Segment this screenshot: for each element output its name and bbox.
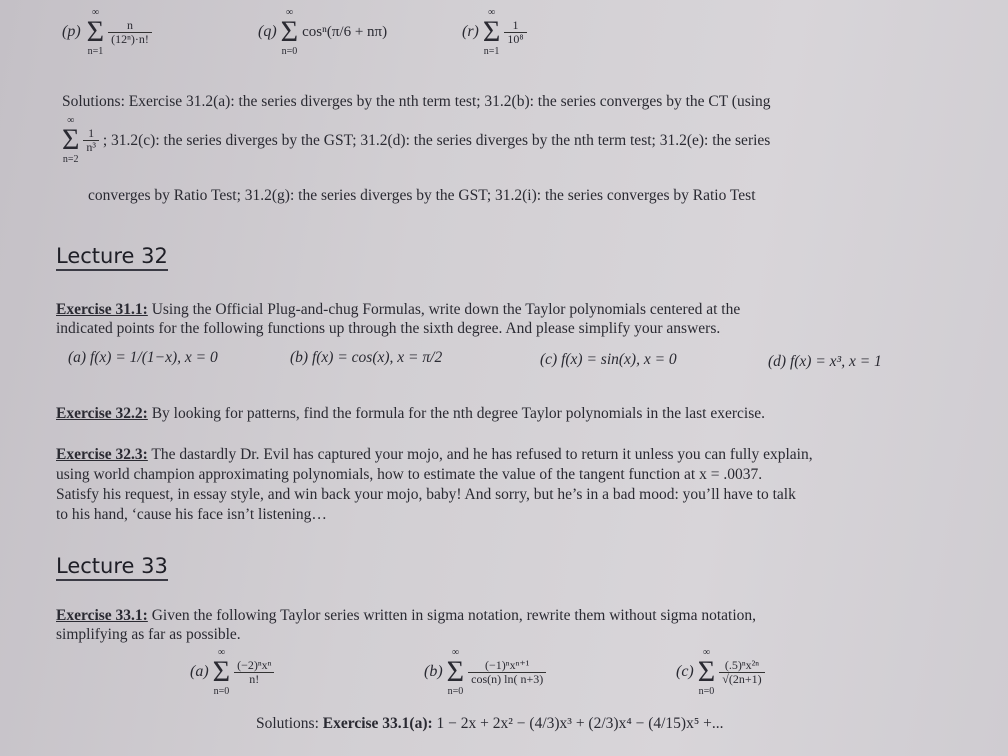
solutions-31-fraction: $\frac{1}{\text{n³}}$ <box>83 127 99 154</box>
exercise-31-1 <box>56 300 740 319</box>
solutions-33-label: Solutions: <box>256 715 323 732</box>
exercise-33-1-label: Exercise 33.1: <box>56 607 148 624</box>
series-p <box>62 8 152 57</box>
series-r <box>462 8 527 57</box>
series-p-fraction: $\frac{n}{\text{(12ⁿ)·n!}}$ <box>108 19 152 46</box>
series-33-b-fraction: $\frac{\text{(−1)ⁿxⁿ⁺¹}}{\cos(n) \ln( n+3)}$ <box>468 659 546 686</box>
series-33-a <box>190 648 274 697</box>
sigma-symbol: ∞ Σ n=2 <box>62 115 80 165</box>
series-33-c-label: (c) <box>676 663 694 681</box>
series-q-label: (q) <box>258 23 277 41</box>
solutions-33-expression: 1 − 2x + 2x² − (4/3)x³ + (2/3)x⁴ − (4/15)x⁵ +... <box>436 715 724 732</box>
solutions-33 <box>256 714 724 733</box>
series-33-b-label: (b) <box>424 663 443 681</box>
exercise-32-3-line1: The dastardly Dr. Evil has captured your mojo, and he has refused to return it unless you can fully explain, <box>147 446 813 463</box>
item-c: (c) f(x) = sin(x), x = 0 <box>540 351 677 368</box>
series-q <box>258 8 387 57</box>
sigma-symbol: ∞ Σ n=1 <box>86 7 105 57</box>
exercise-31-1-text: Using the Official Plug-and-chug Formulas, write down the Taylor polynomials centered at the <box>147 301 741 318</box>
exercise-31-1-line2: indicated points for the following functions up through the sixth degree. And please simplify your answers. <box>56 320 721 337</box>
sigma-symbol: ∞ Σ n=0 <box>212 647 231 697</box>
series-r-label: (r) <box>462 23 479 41</box>
solutions-31-line2: ; 31.2(c): the series diverges by the GST; 31.2(d): the series diverges by the nth term test; 31.2(e): the series <box>102 132 771 149</box>
exercise-32-2 <box>56 404 765 423</box>
exercise-33-1 <box>56 606 756 625</box>
exercise-32-2-text: By looking for patterns, find the formula for the nth degree Taylor polynomials in the last exercise. <box>147 405 766 422</box>
item-b: (b) f(x) = cos(x), x = π/2 <box>290 349 443 366</box>
exercise-32-2-label: Exercise 32.2: <box>56 405 148 422</box>
solutions-31-line1: Solutions: Exercise 31.2(a): the series diverges by the nth term test; 31.2(b): the series converges by the CT (using <box>62 93 771 110</box>
series-r-fraction: $\frac{1}{\text{10⁸}}$ <box>504 19 526 46</box>
series-33-a-fraction: $\frac{\text{(−2)ⁿxⁿ}}{n!}$ <box>234 659 274 686</box>
exercise-31-1-label: Exercise 31.1: <box>56 301 148 318</box>
series-p-label: (p) <box>62 23 81 41</box>
sigma-symbol: ∞ Σ n=0 <box>446 647 465 697</box>
exercise-32-3-line3: Satisfy his request, in essay style, and win back your mojo, baby! And sorry, but he’s in a bad mood: you’ll have to talk <box>56 486 796 503</box>
series-q-term: cosⁿ(π/6 + nπ) <box>302 24 388 40</box>
lecture-32-heading: Lecture 32 <box>56 244 168 271</box>
sigma-symbol: ∞ Σ n=1 <box>482 7 501 57</box>
series-33-c-fraction: $\frac{\text{(.5)ⁿx²ⁿ}}{√(2n+1)}$ <box>719 659 764 686</box>
solutions-33-exercise: Exercise 33.1(a): <box>322 715 437 732</box>
exercise-32-3-line4: to his hand, ‘cause his face isn’t listening… <box>56 506 327 523</box>
exercise-32-3-label: Exercise 32.3: <box>56 446 148 463</box>
exercise-32-3-line2: using world champion approximating polynomials, how to estimate the value of the tangent function at x = .0037. <box>56 466 763 483</box>
sigma-symbol: ∞ Σ n=0 <box>280 7 299 57</box>
item-d: (d) f(x) = x³, x = 1 <box>768 353 882 370</box>
item-a: (a) f(x) = 1/(1−x), x = 0 <box>68 349 218 366</box>
solutions-31-line2-row <box>62 116 770 165</box>
series-33-b <box>424 648 546 697</box>
series-33-a-label: (a) <box>190 663 209 681</box>
lecture-33-heading: Lecture 33 <box>56 554 168 581</box>
exercise-32-3 <box>56 445 813 464</box>
sigma-symbol: ∞ Σ n=0 <box>697 647 716 697</box>
series-33-c <box>676 648 765 697</box>
solutions-31-line3: converges by Ratio Test; 31.2(g): the series diverges by the GST; 31.2(i): the series converges by Ratio Test <box>88 187 756 204</box>
exercise-33-1-line2: simplifying as far as possible. <box>56 626 241 643</box>
exercise-33-1-text: Given the following Taylor series written in sigma notation, rewrite them without sigma notation, <box>147 607 757 624</box>
